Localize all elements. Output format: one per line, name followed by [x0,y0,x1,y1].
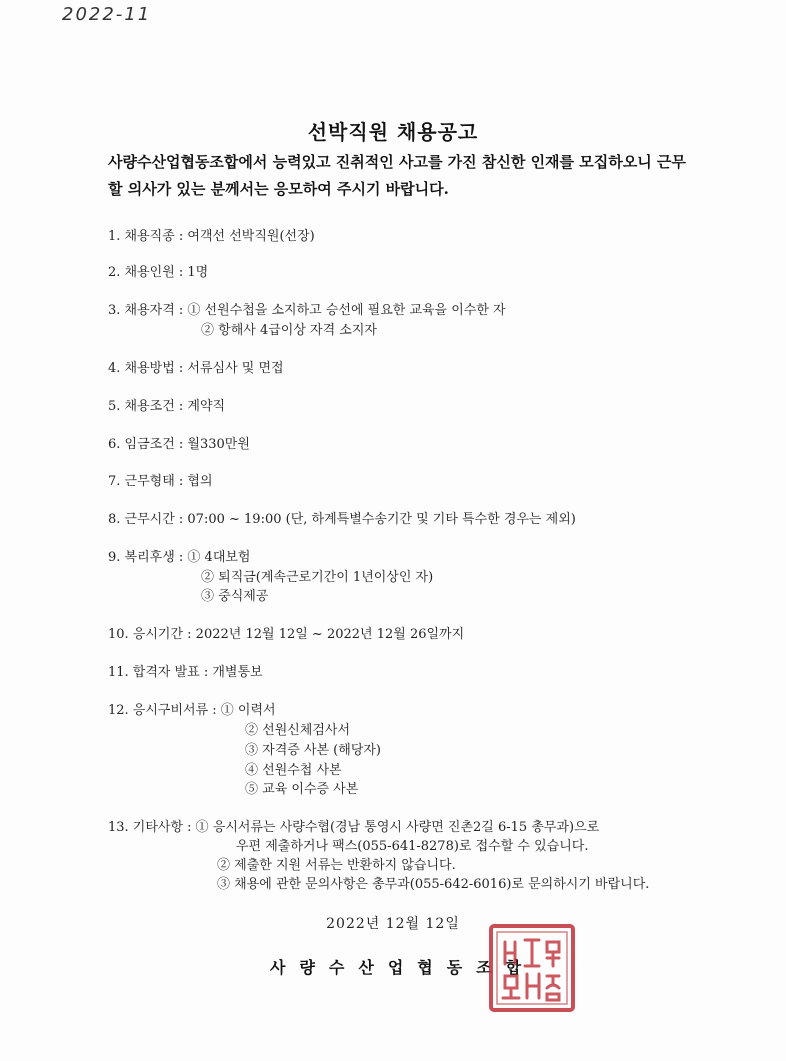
item-10: 10. 응시기간 : 2022년 12월 12일 ~ 2022년 12월 26일까지 [108,627,465,642]
item-9-sub-3: ③ 중식제공 [201,589,269,604]
item-7: 7. 근무형태 : 협의 [108,474,213,489]
item-13-sub-2: ② 제출한 지원 서류는 반환하지 않습니다. [217,858,456,873]
item-9-sub-2: ② 퇴직금(계속근로기간이 1년이상인 자) [201,570,434,585]
intro-paragraph: 사량수산업협동조합에서 능력있고 진취적인 사고를 가진 참신한 인재를 모집하오니 근무할 의사가 있는 분께서는 응모하여 주시기 바랍니다. [108,153,686,198]
item-12-sub-3: ③ 자격증 사본 (해당자) [245,743,382,758]
item-4: 4. 채용방법 : 서류심사 및 면접 [108,361,284,376]
handwritten-note: 2022-11 [62,4,152,25]
item-1: 1. 채용직종 : 여객선 선박직원(선장) [108,229,315,244]
item-5: 5. 채용조건 : 계약직 [108,399,226,414]
item-13: 13. 기타사항 : ① 응시서류는 사량수협(경남 통영시 사량면 진촌2길 6-15 총무과)으로 [108,820,600,835]
item-12-sub-4: ④ 선원수첩 사본 [245,763,342,778]
item-11: 11. 합격자 발표 : 개별통보 [108,665,263,680]
item-13-sub-3: ③ 채용에 관한 문의사항은 총무과(055-642-6016)로 문의하시기 바랍니다. [217,877,650,892]
item-13-continuation: 우편 제출하거나 팩스(055-641-8278)로 접수할 수 있습니다. [236,839,589,854]
organization-name: 사량수산업협동조합 [270,958,536,977]
item-3-sub-2: ② 항해사 4급이상 자격 소지자 [201,323,377,338]
page-title: 선박직원 채용공고 [307,120,479,144]
item-6: 6. 임금조건 : 월330만원 [108,437,250,452]
official-seal [487,922,577,1014]
issue-date: 2022년 12월 12일 [326,916,460,932]
item-12-sub-5: ⑤ 교육 이수증 사본 [245,782,359,797]
item-12: 12. 응시구비서류 : ① 이력서 [108,703,276,718]
item-12-sub-2: ② 선원신체검사서 [245,723,351,738]
item-2: 2. 채용인원 : 1명 [108,265,209,280]
item-3: 3. 채용자격 : ① 선원수첩을 소지하고 승선에 필요한 교육을 이수한 자 [108,303,506,318]
item-9: 9. 복리후생 : ① 4대보험 [108,550,251,565]
item-8: 8. 근무시간 : 07:00 ~ 19:00 (단, 하계특별수송기간 및 기타 특수한 경우는 제외) [108,512,576,527]
